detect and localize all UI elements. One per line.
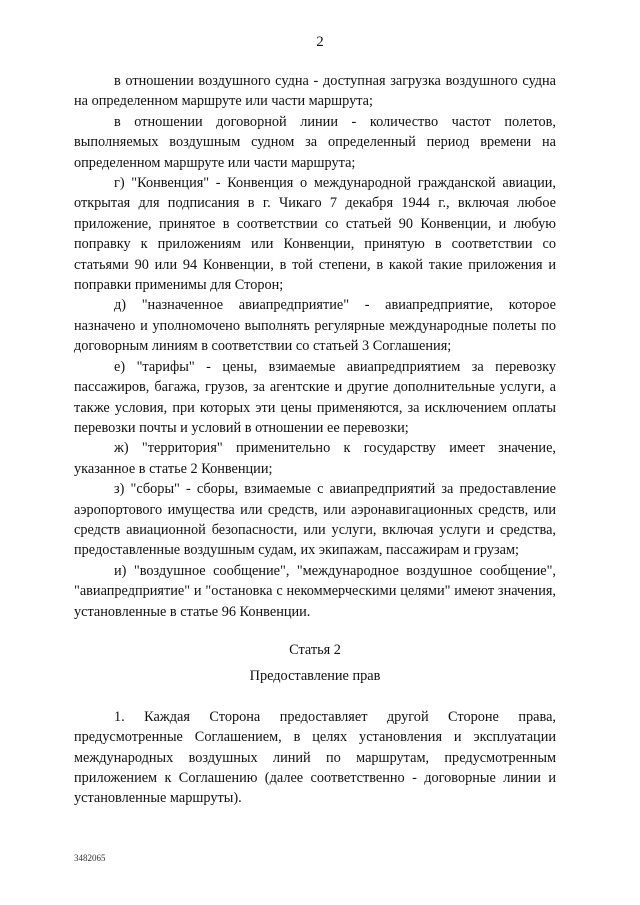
definition-paragraph: е) "тарифы" - цены, взимаемые авиапредприятием за перевозку пассажиров, багажа, грузов, за агентские и другие дополнительные услуги, а также условия, при которых эти цены применяются, за исключением оплаты перевозки почты и условий в отношении ее перевозки; — [74, 358, 556, 436]
definition-paragraph: и) "воздушное сообщение", "международное воздушное сообщение", "авиапредприятие" и "остановка с некоммерческими целями" имеют значения, установленные в статье 96 Конвенции. — [74, 562, 556, 620]
article-title: Предоставление прав — [249, 668, 381, 685]
definition-paragraph: з) "сборы" - сборы, взимаемые с авиапредприятий за предоставление аэропортового имущества или средств, или аэронавигационных средств, или средств авиационной безопасности, или услуги, включая услуги и средства, предоставленные воздушным судам, их экипажам, пассажирам и грузам; — [74, 481, 556, 559]
definition-paragraph: ж) "территория" применительно к государству имеет значение, указанное в статье 2 Конвенции; — [74, 440, 556, 477]
definition-paragraph: в отношении договорной линии - количество частот полетов, выполняемых воздушным судном за определенный период времени на определенном маршруте или части маршрута; — [74, 113, 556, 171]
definition-paragraph: г) "Конвенция" - Конвенция о международной гражданской авиации, открытая для подписания в г. Чикаго 7 декабря 1944 г., включая любое приложение, принятое в соответствии со статьей 90 Конвенции, и любую поправку к приложениям или Конвенции, принятую в соответствии со статьями 90 или 94 Конвенции, в той степени, в какой такие приложения и поправки применимы для Сторон; — [74, 175, 556, 294]
document-code: 3482065 — [74, 853, 106, 863]
document-body — [74, 71, 556, 809]
article-number: Статья 2 — [289, 641, 341, 658]
definition-paragraph: д) "назначенное авиапредприятие" - авиапредприятие, которое назначено и уполномочено выполнять регулярные международные полеты по договорным линиям в соответствии со статьей 3 Соглашения; — [74, 297, 556, 355]
article-paragraph: 1. Каждая Сторона предоставляет другой Стороне права, предусмотренные Соглашением, в целях установления и эксплуатации международных воздушных линий по маршрутам, предусмотренным приложением к Соглашению (далее соответственно - договорные линии и установленные маршруты). — [74, 708, 556, 807]
definition-paragraph: в отношении воздушного судна - доступная загрузка воздушного судна на определенном маршруте или части маршрута; — [74, 73, 556, 110]
page-number: 2 — [316, 34, 324, 50]
